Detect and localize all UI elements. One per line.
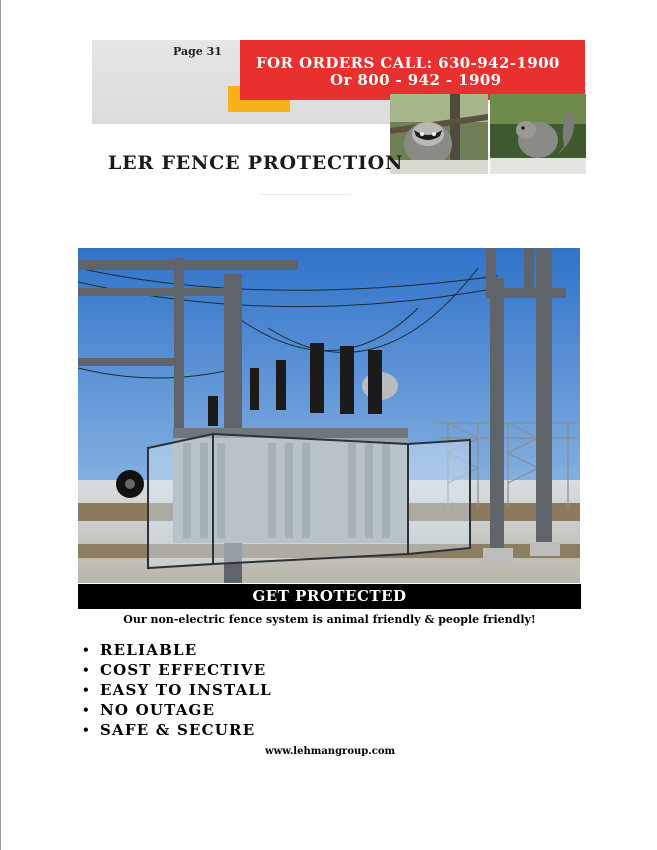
title-divider (260, 194, 350, 195)
banner-subtitle: Our non-electric fence system is animal friendly & people friendly! (123, 613, 536, 626)
bullet-icon: • (82, 723, 91, 737)
feature-item (78, 660, 272, 680)
feature-label: NO OUTAGE (100, 701, 216, 719)
feature-label: COST EFFECTIVE (100, 661, 267, 679)
feature-item (78, 700, 272, 720)
website-link[interactable]: www.lehmangroup.com (265, 746, 396, 757)
bullet-icon: • (82, 643, 91, 657)
feature-label: RELIABLE (100, 641, 198, 659)
page-edge (0, 0, 1, 850)
bullet-icon: • (82, 703, 91, 717)
feature-item (78, 640, 272, 660)
feature-label: SAFE & SECURE (100, 721, 256, 739)
order-phone-box (240, 40, 585, 100)
substation-photo (78, 248, 580, 583)
get-protected-banner: GET PROTECTED (78, 584, 581, 609)
feature-label: EASY TO INSTALL (100, 681, 272, 699)
feature-item (78, 720, 272, 740)
order-phone-primary: FOR ORDERS CALL: 630-942-1900 (256, 54, 560, 72)
squirrel-photo (490, 94, 586, 174)
animal-photos (390, 94, 586, 174)
feature-item (78, 680, 272, 700)
page-title: LER FENCE PROTECTION (108, 152, 404, 174)
feature-list (78, 640, 272, 740)
page-number: Page 31 (173, 45, 222, 58)
bullet-icon: • (82, 683, 91, 697)
raccoon-photo (390, 94, 488, 174)
order-phone-secondary: Or 800 - 942 - 1909 (330, 71, 502, 89)
bullet-icon: • (82, 663, 91, 677)
